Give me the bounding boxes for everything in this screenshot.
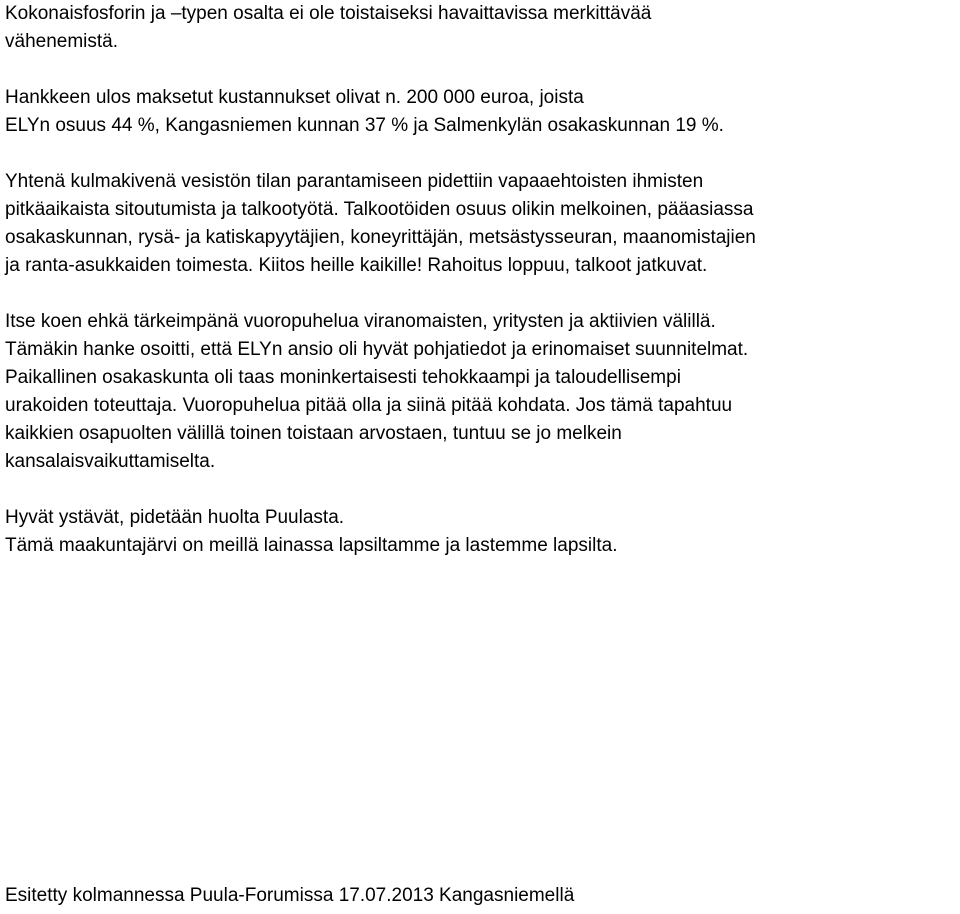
text-line: urakoiden toteuttaja. Vuoropuhelua pitää olla ja siinä pitää kohdata. Jos tämä tapahtuu bbox=[5, 395, 733, 416]
text-line: Yhtenä kulmakivenä vesistön tilan parantamiseen pidettiin vapaaehtoisten ihmisten bbox=[5, 171, 704, 192]
paragraph bbox=[5, 168, 955, 280]
paragraph bbox=[5, 308, 955, 476]
paragraph-spacer bbox=[5, 140, 955, 168]
text-line: Kokonaisfosforin ja –typen osalta ei ole toistaiseksi havaittavissa merkittävää bbox=[5, 3, 652, 24]
text-line: pitkäaikaista sitoutumista ja talkootyötä. Talkootöiden osuus olikin melkoinen, pääasiassa bbox=[5, 199, 754, 220]
paragraph-spacer bbox=[5, 280, 955, 308]
text-line: osakaskunnan, rysä- ja katiskapyytäjien, koneyrittäjän, metsästysseuran, maanomistajien bbox=[5, 227, 756, 248]
text-line: kaikkien osapuolten välillä toinen toistaan arvostaen, tuntuu se jo melkein bbox=[5, 423, 622, 444]
paragraph-spacer bbox=[5, 476, 955, 504]
text-line: ja ranta-asukkaiden toimesta. Kiitos heille kaikille! Rahoitus loppuu, talkoot jatkuvat. bbox=[5, 255, 708, 276]
text-line: Hankkeen ulos maksetut kustannukset olivat n. 200 000 euroa, joista bbox=[5, 87, 584, 108]
text-line: Tämä maakuntajärvi on meillä lainassa lapsiltamme ja lastemme lapsilta. bbox=[5, 535, 618, 556]
text-line: Tämäkin hanke osoitti, että ELYn ansio oli hyvät pohjatiedot ja erinomaiset suunnitelmat. bbox=[5, 339, 749, 360]
paragraph bbox=[5, 0, 955, 56]
text-line: kansalaisvaikuttamiselta. bbox=[5, 451, 216, 472]
text-line: Hyvät ystävät, pidetään huolta Puulasta. bbox=[5, 507, 345, 528]
document-body bbox=[5, 0, 955, 560]
paragraph-spacer bbox=[5, 56, 955, 84]
text-line: Itse koen ehkä tärkeimpänä vuoropuhelua viranomaisten, yritysten ja aktiivien välillä. bbox=[5, 311, 716, 332]
text-line: Paikallinen osakaskunta oli taas moninkertaisesti tehokkaampi ja taloudellisempi bbox=[5, 367, 681, 388]
paragraph bbox=[5, 84, 955, 140]
text-line: vähenemistä. bbox=[5, 31, 119, 52]
document-footer: Esitetty kolmannessa Puula-Forumissa 17.07.2013 Kangasniemellä bbox=[5, 885, 575, 906]
text-line: ELYn osuus 44 %, Kangasniemen kunnan 37 % ja Salmenkylän osakaskunnan 19 %. bbox=[5, 115, 724, 136]
paragraph bbox=[5, 504, 955, 560]
